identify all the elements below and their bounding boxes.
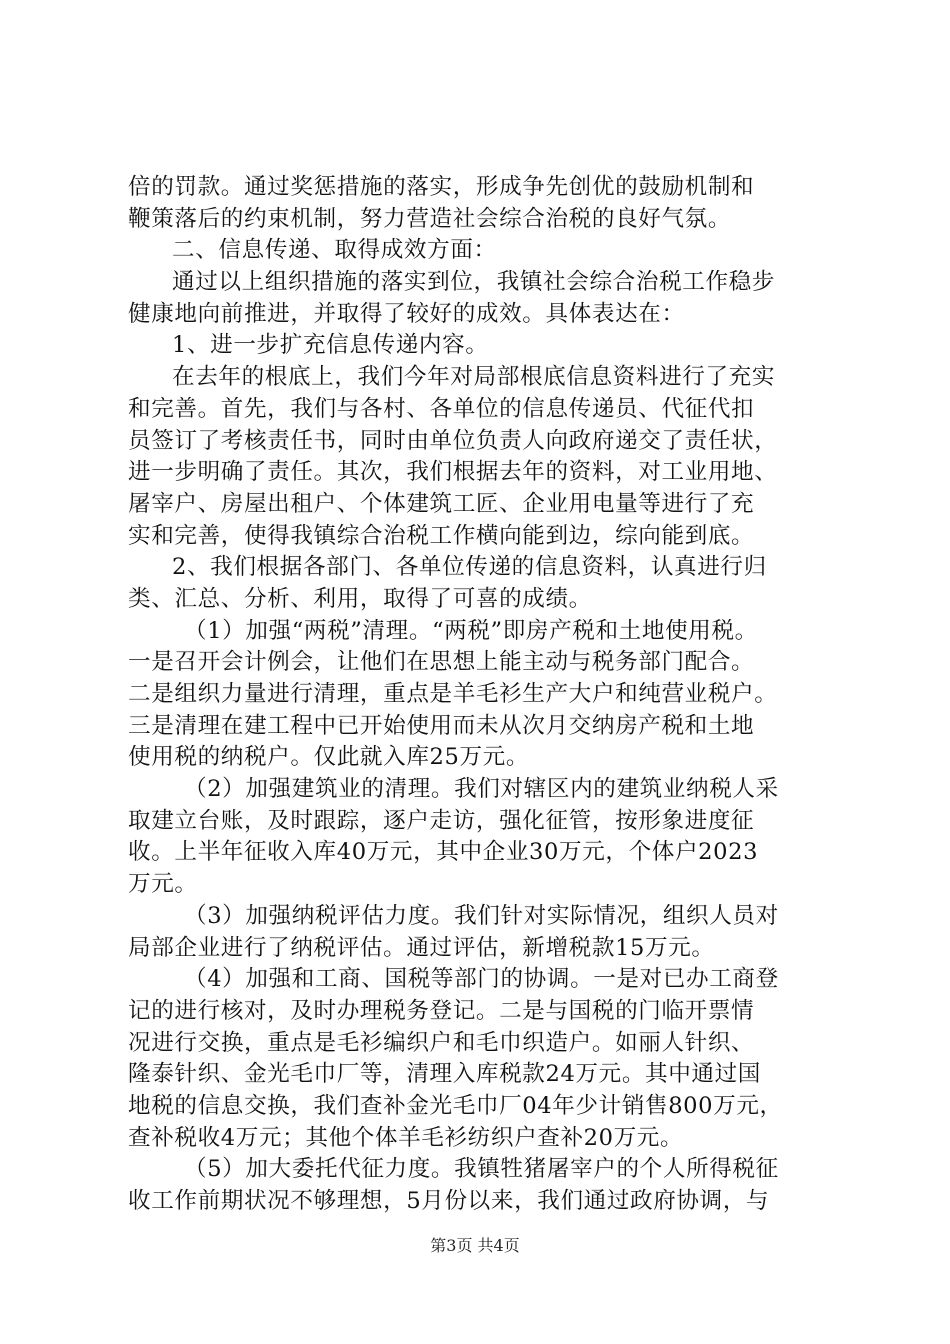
text-line: 二是组织力量进行清理，重点是羊毛衫生产大户和纯营业税户。 <box>128 681 778 707</box>
list-item-heading: （2）加强建筑业的清理。我们对辖区内的建筑业纳税人采 <box>184 776 779 803</box>
subsection-heading: 2、我们根据各部门、各单位传递的信息资料，认真进行归 <box>172 554 767 581</box>
subsection-heading: 1、进一步扩充信息传递内容。 <box>172 332 489 359</box>
text-line: 收。上半年征收入库40万元，其中企业30万元，个体户2023 <box>128 839 759 866</box>
list-item-heading: （3）加强纳税评估力度。我们针对实际情况，组织人员对 <box>184 902 779 929</box>
text-line: 三是清理在建工程中已开始使用而未从次月交纳房产税和土地 <box>128 712 755 739</box>
text-line: 实和完善，使得我镇综合治税工作横向能到边，综向能到底。 <box>128 522 755 549</box>
text-line: 局部企业进行了纳税评估。通过评估，新增税款15万元。 <box>128 934 715 961</box>
text-line: 况进行交换，重点是毛衫编织户和毛巾织造户。如丽人针织、 <box>128 1029 755 1056</box>
text-line: 地税的信息交换，我们查补金光毛巾厂04年少计销售800万元， <box>128 1092 783 1119</box>
text-line: 通过以上组织措施的落实到位，我镇社会综合治税工作稳步 <box>172 269 776 296</box>
text-line: 使用税的纳税户。仅此就入库25万元。 <box>128 744 530 771</box>
text-line: 万元。 <box>128 871 198 898</box>
text-line: 记的进行核对，及时办理税务登记。二是与国税的门临开票情 <box>128 997 755 1024</box>
text-line: 员签订了考核责任书，同时由单位负责人向政府递交了责任状， <box>128 427 778 454</box>
page-number-footer: 第3页 共4页 <box>430 1236 520 1255</box>
text-line: 隆泰针织、金光毛巾厂等，清理入库税款24万元。其中通过国 <box>128 1061 761 1088</box>
text-line: 一是召开会计例会，让他们在思想上能主动与税务部门配合。 <box>128 649 755 676</box>
text-line: 在去年的根底上，我们今年对局部根底信息资料进行了充实 <box>172 364 776 391</box>
list-item-heading: （1）加强“两税”清理。“两税”即房产税和土地使用税。 <box>184 617 758 644</box>
list-item-heading: （5）加大委托代征力度。我镇牲猪屠宰户的个人所得税征 <box>184 1156 779 1183</box>
text-line: 和完善。首先，我们与各村、各单位的信息传递员、代征代扣 <box>128 395 755 422</box>
section-heading: 二、信息传递、取得成效方面： <box>172 237 497 264</box>
text-line: 鞭策落后的约束机制，努力营造社会综合治税的良好气氛。 <box>128 205 732 232</box>
text-line: 倍的罚款。通过奖惩措施的落实，形成争先创优的鼓励机制和 <box>128 174 755 200</box>
text-line: 取建立台账，及时跟踪，逐户走访，强化征管，按形象进度征 <box>128 807 755 834</box>
text-line: 收工作前期状况不够理想，5月份以来，我们通过政府协调，与 <box>128 1188 770 1214</box>
text-line: 查补税收4万元；其他个体羊毛衫纺织户查补20万元。 <box>128 1124 684 1151</box>
text-line: 类、汇总、分析、利用，取得了可喜的成绩。 <box>128 585 592 612</box>
text-line: 进一步明确了责任。其次，我们根据去年的资料，对工业用地、 <box>128 459 778 486</box>
document-body <box>128 172 828 1218</box>
list-item-heading: （4）加强和工商、国税等部门的协调。一是对已办工商登 <box>184 966 779 993</box>
text-line: 健康地向前推进，并取得了较好的成效。具体表达在： <box>128 300 685 327</box>
text-line: 屠宰户、房屋出租户、个体建筑工匠、企业用电量等进行了充 <box>128 490 755 517</box>
